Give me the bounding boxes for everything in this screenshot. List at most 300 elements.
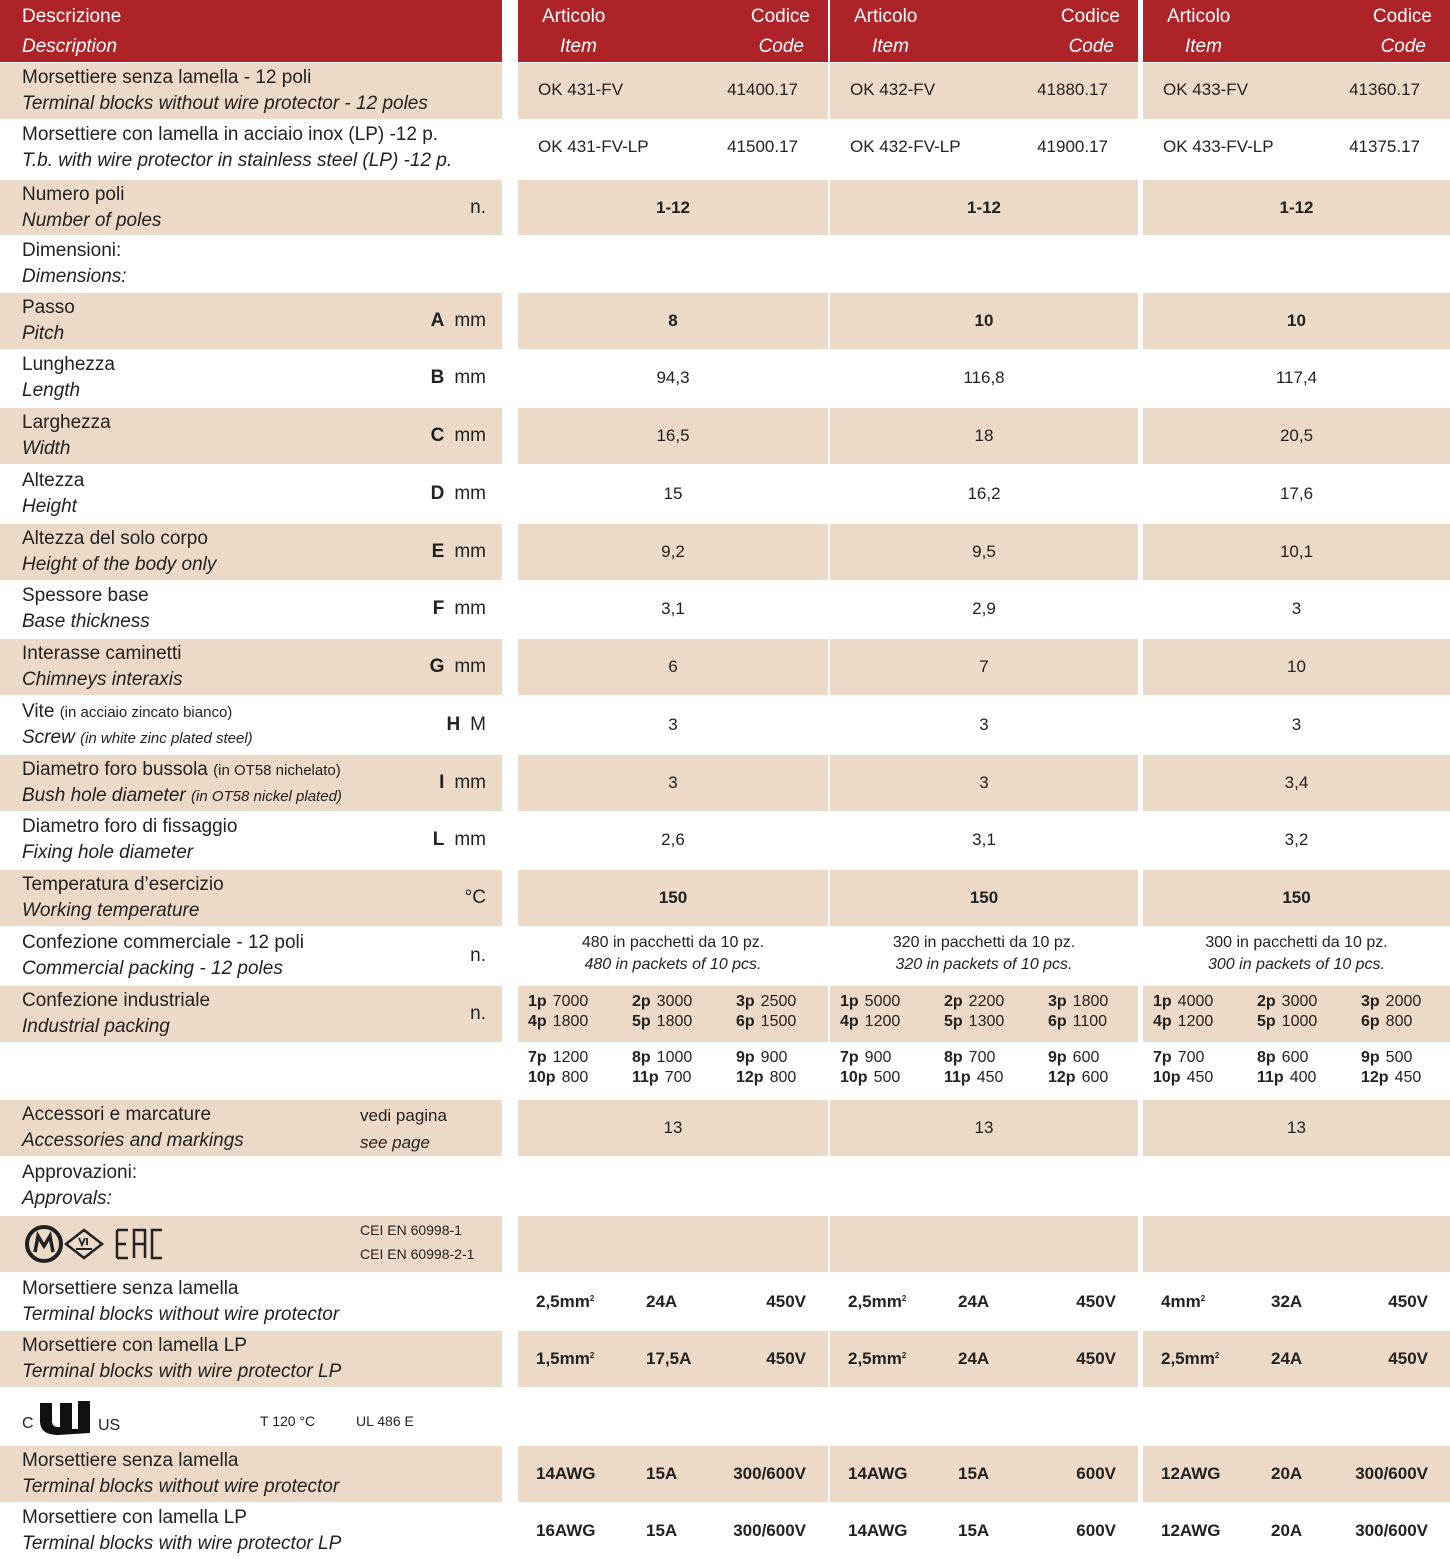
row-industrial-col-2 (830, 986, 1138, 1042)
unit-label (465, 870, 486, 926)
squared-mark: 2 (589, 1293, 595, 1303)
packing-entry (1048, 993, 1108, 1011)
label-it-text: Morsettiere con lamella in acciaio inox (LP) -12 p. (22, 124, 439, 145)
ul-temperature: T 120 °C (260, 1413, 316, 1429)
table-header (0, 0, 1450, 62)
packing-qty: 2500 (760, 993, 797, 1010)
packing-poles: 10p (1153, 1069, 1181, 1086)
rating-text: 2,5mm (1161, 1349, 1215, 1368)
value: 17,6 (1279, 484, 1314, 503)
row-ul-lp-col-1 (518, 1503, 828, 1559)
packing-qty: 1800 (552, 1013, 589, 1030)
row-ul-no-lp-col-2 (830, 1446, 1138, 1502)
label-it (22, 990, 210, 1012)
row-poles-col-1 (518, 180, 828, 235)
value: 2,6 (661, 830, 685, 849)
rating-value (536, 1503, 596, 1559)
label-en-text: Approvals: (22, 1188, 112, 1209)
packing-en: 300 in packets of 10 pcs. (1208, 956, 1385, 973)
ul-us-letters: US (98, 1417, 121, 1434)
row-ul-lp-col-2 (830, 1503, 1138, 1559)
header-code-en: Code (758, 36, 804, 57)
eac-mark-e-icon (117, 1230, 128, 1258)
packing-entry (840, 1049, 891, 1067)
packing-qty: 800 (769, 1069, 797, 1086)
row-cei-no-lp-col-3 (1143, 1274, 1450, 1330)
label-it (22, 354, 115, 376)
row-body-height-col-1 (518, 524, 828, 580)
row-ul-no-lp-col-3 (1143, 1446, 1450, 1502)
rating-text: 450V (766, 1292, 806, 1311)
label-en-text: Industrial packing (22, 1016, 170, 1037)
row-height-col-2 (830, 466, 1138, 522)
value: 3,2 (1284, 830, 1309, 849)
packing-entry (528, 1013, 588, 1031)
rating-value (1388, 1274, 1428, 1330)
row-screw (0, 697, 1450, 753)
value: 13 (663, 1118, 683, 1137)
row-industrial-2 (0, 1044, 1450, 1096)
row-industrial-2-col-2 (830, 1044, 1138, 1096)
table-header-col-3 (1143, 0, 1450, 62)
rating-value (1355, 1503, 1428, 1559)
label-it (22, 1335, 247, 1357)
value: 1-12 (966, 197, 1002, 217)
packing-en: 320 in packets of 10 pcs. (895, 956, 1073, 973)
unit-text: mm (454, 772, 486, 793)
label-en-text: Dimensions: (22, 266, 127, 287)
packing-qty: 4000 (1177, 993, 1214, 1010)
value: 13 (1287, 1118, 1306, 1137)
rating-value (646, 1503, 677, 1559)
dimension-letter: F (432, 598, 445, 619)
label-en (22, 1533, 341, 1555)
unit-text: mm (454, 425, 486, 446)
eac-mark-c-icon (152, 1230, 162, 1258)
packing-qty: 5000 (864, 993, 901, 1010)
product-item: OK 432-FV (850, 80, 936, 99)
unit-text: n. (470, 945, 486, 966)
row-industrial-2-desc-cell (0, 1044, 502, 1096)
label-en-text: Bush hole diameter (22, 785, 186, 806)
value: 150 (1282, 888, 1311, 907)
row-base (0, 581, 1450, 637)
row-fixing-col-2 (830, 812, 1138, 868)
header-item-en: Item (872, 36, 909, 57)
packing-qty: 450 (1186, 1069, 1214, 1086)
rating-value (958, 1503, 989, 1559)
rating-value (1076, 1446, 1116, 1502)
row-lamella-col-2 (830, 120, 1138, 176)
packing-entry (1153, 993, 1213, 1011)
label-en-text: Length (22, 380, 81, 401)
packing-qty: 900 (760, 1049, 788, 1066)
row-fixing-col-1 (518, 812, 828, 868)
product-item: OK 431-FV (538, 80, 624, 99)
row-accessories-col-3 (1143, 1100, 1450, 1156)
label-en (22, 669, 183, 691)
product-code: 41500.17 (727, 137, 798, 156)
rating-value (1355, 1446, 1428, 1502)
unit-label (470, 986, 486, 1042)
see-page-it: vedi pagina (360, 1106, 447, 1125)
packing-poles: 6p (1048, 1013, 1067, 1030)
rating-text: 12AWG (1161, 1464, 1221, 1483)
rating-value (646, 1446, 677, 1502)
row-commercial-col-1 (518, 928, 828, 984)
rating-text: 24A (1271, 1349, 1303, 1368)
rating-text: 24A (958, 1349, 990, 1368)
packing-qty: 1200 (1177, 1013, 1214, 1030)
row-height (0, 466, 1450, 522)
packing-poles: 11p (632, 1069, 659, 1086)
rating-text: 16AWG (536, 1521, 596, 1540)
row-body-height (0, 524, 1450, 580)
packing-qty: 450 (1394, 1069, 1422, 1086)
value: 10 (974, 311, 994, 330)
label-en-text: Height (22, 496, 77, 517)
row-lamella-desc-cell (0, 120, 502, 176)
product-item: OK 431-FV-LP (538, 137, 649, 156)
rating-text: 15A (958, 1521, 990, 1540)
unit-text: mm (454, 310, 486, 331)
rating-value (1161, 1331, 1219, 1387)
row-chimneys-col-1 (518, 639, 828, 695)
product-code: 41400.17 (727, 80, 798, 99)
label-en-text: Width (22, 438, 71, 459)
packing-entry (1048, 1013, 1107, 1031)
packing-poles: 10p (840, 1069, 868, 1086)
row-ul (0, 1389, 1450, 1445)
see-page-en: see page (360, 1133, 430, 1152)
label-en-text: Terminal blocks without wire protector - 12 poles (22, 93, 428, 114)
packing-poles: 9p (736, 1049, 755, 1066)
label-en (22, 842, 193, 864)
row-poles-col-2 (830, 180, 1138, 235)
rating-text: 450V (1076, 1349, 1116, 1368)
label-en (22, 611, 150, 633)
row-industrial (0, 986, 1450, 1042)
row-bush-col-2 (830, 755, 1138, 811)
label-it-text: Interasse caminetti (22, 643, 182, 664)
packing-entry (1361, 993, 1421, 1011)
norm-standard-2: CEI EN 60998-2-1 (360, 1246, 475, 1262)
label-it-text: Confezione commerciale - 12 poli (22, 932, 304, 953)
row-cei-no-lp-col-1 (518, 1274, 828, 1330)
row-bush-col-1 (518, 755, 828, 811)
label-en-text: Pitch (22, 323, 65, 344)
product-code: 41360.17 (1349, 80, 1420, 99)
row-base-col-2 (830, 581, 1138, 637)
row-dimensions-col-2 (830, 237, 1138, 291)
value: 117,4 (1275, 368, 1318, 387)
rating-text: 450V (1076, 1292, 1116, 1311)
label-it-text: Morsettiere con lamella LP (22, 1507, 247, 1528)
row-ul-col-1 (518, 1389, 828, 1445)
squared-mark: 2 (1200, 1293, 1206, 1303)
row-norms-desc-cell (0, 1216, 502, 1272)
label-it (22, 412, 111, 434)
unit-text: mm (454, 483, 486, 504)
value: 20,5 (1279, 426, 1314, 445)
rating-text: 600V (1076, 1521, 1116, 1540)
row-lamella (0, 120, 1450, 176)
label-it (22, 240, 121, 262)
eac-mark-a-icon (134, 1230, 145, 1258)
row-accessories-desc-cell (0, 1100, 502, 1156)
label-en (22, 210, 161, 232)
label-it (22, 701, 232, 724)
row-lamella-col-1 (518, 120, 828, 176)
label-it (22, 67, 311, 89)
label-en-text: Base thickness (22, 611, 150, 632)
row-norms-col-3 (1143, 1216, 1450, 1272)
squared-mark: 2 (589, 1350, 595, 1360)
row-cei-lp-col-2 (830, 1331, 1138, 1387)
row-ul-lp (0, 1503, 1450, 1559)
rating-value (1271, 1503, 1302, 1559)
value: 94,3 (656, 368, 690, 387)
unit-label (431, 466, 486, 522)
label-it (22, 816, 237, 838)
rating-text: 32A (1271, 1292, 1303, 1311)
value: 3 (668, 715, 678, 734)
rating-text: 20A (1271, 1464, 1303, 1483)
packing-en: 480 in packets of 10 pcs. (584, 956, 762, 973)
label-it-text: Passo (22, 297, 75, 318)
packing-poles: 3p (1361, 993, 1380, 1010)
packing-poles: 11p (1257, 1069, 1284, 1086)
squared-mark: 2 (901, 1293, 907, 1303)
product-code: 41375.17 (1349, 137, 1420, 156)
header-code-en: Code (1068, 36, 1114, 57)
label-it-text: Morsettiere senza lamella (22, 1450, 239, 1471)
row-screw-desc-cell (0, 697, 502, 753)
dimension-letter: I (439, 772, 445, 793)
packing-poles: 9p (1048, 1049, 1067, 1066)
rating-value (848, 1274, 906, 1330)
row-bush (0, 755, 1450, 811)
rating-text: 450V (766, 1349, 806, 1368)
row-industrial-col-1 (518, 986, 828, 1042)
packing-qty: 900 (864, 1049, 892, 1066)
packing-poles: 2p (632, 993, 651, 1010)
rating-value (1161, 1446, 1221, 1502)
label-it-text: Larghezza (22, 412, 111, 433)
label-en (22, 785, 342, 808)
value: 3 (1291, 599, 1302, 618)
packing-poles: 3p (736, 993, 755, 1010)
label-it (22, 1104, 211, 1126)
row-width (0, 408, 1450, 464)
row-length (0, 350, 1450, 406)
label-it (22, 1507, 247, 1529)
packing-poles: 12p (1048, 1069, 1076, 1086)
row-cei-lp-desc-cell (0, 1331, 502, 1387)
packing-poles: 8p (1257, 1049, 1276, 1066)
row-pitch-col-3 (1143, 293, 1450, 349)
label-it (22, 1162, 137, 1184)
packing-poles: 5p (944, 1013, 963, 1030)
label-en-text: Terminal blocks with wire protector LP (22, 1361, 342, 1382)
label-it-note: (in acciaio zincato bianco) (59, 704, 233, 721)
rating-value (848, 1503, 908, 1559)
row-approvals-col-3 (1143, 1158, 1450, 1214)
packing-poles: 7p (1153, 1049, 1172, 1066)
packing-entry (1048, 1049, 1099, 1067)
label-en-text: Accessories and markings (22, 1130, 244, 1151)
packing-qty: 1200 (552, 1049, 589, 1066)
packing-poles: 9p (1361, 1049, 1380, 1066)
rating-value (1271, 1446, 1302, 1502)
product-code: 41900.17 (1037, 137, 1108, 156)
rating-value (733, 1446, 806, 1502)
label-it (22, 1278, 238, 1300)
row-poles-desc-cell (0, 180, 502, 235)
row-norms-col-1 (518, 1216, 828, 1272)
row-height-desc-cell (0, 466, 502, 522)
label-en (22, 1130, 244, 1152)
row-accessories-col-2 (830, 1100, 1138, 1156)
row-approvals-col-2 (830, 1158, 1138, 1214)
label-it-text: Morsettiere senza lamella - 12 poli (22, 67, 312, 88)
packing-entry (1048, 1069, 1108, 1087)
rating-value (536, 1274, 594, 1330)
packing-poles: 5p (632, 1013, 651, 1030)
row-ul-lp-col-3 (1143, 1503, 1450, 1559)
row-temperature-col-3 (1143, 870, 1450, 926)
label-en (22, 958, 283, 980)
dimension-letter: B (430, 367, 445, 388)
packing-qty: 500 (1385, 1049, 1413, 1066)
packing-qty: 600 (1281, 1049, 1309, 1066)
row-pitch-col-2 (830, 293, 1138, 349)
packing-qty: 1000 (656, 1049, 693, 1066)
rating-text: 300/600V (733, 1464, 806, 1483)
value: 150 (658, 888, 688, 907)
packing-entry (736, 993, 796, 1011)
row-width-desc-cell (0, 408, 502, 464)
value: 10 (1287, 311, 1306, 330)
label-it-text: Lunghezza (22, 354, 115, 375)
row-lamella-col-3 (1143, 120, 1450, 176)
row-width-col-1 (518, 408, 828, 464)
row-fixing (0, 812, 1450, 868)
rating-value (766, 1331, 806, 1387)
row-temperature-col-2 (830, 870, 1138, 926)
value: 3 (1291, 715, 1302, 734)
rating-value (958, 1446, 989, 1502)
packing-qty: 7000 (552, 993, 589, 1010)
label-en-text: Chimneys interaxis (22, 669, 183, 690)
value: 3,1 (661, 599, 685, 618)
rating-value (733, 1503, 806, 1559)
rating-value (646, 1331, 691, 1387)
vde-mark-letters-icon (79, 1238, 87, 1245)
label-it-text: Vite (22, 701, 55, 722)
packing-qty: 700 (664, 1069, 692, 1086)
rating-value (1388, 1331, 1428, 1387)
row-no-lamella-desc-cell (0, 63, 502, 119)
rating-text: 2,5mm (848, 1292, 902, 1311)
row-pitch-col-1 (518, 293, 828, 349)
row-commercial-desc-cell (0, 928, 502, 984)
rating-text: 17,5A (646, 1349, 692, 1368)
packing-qty: 400 (1289, 1069, 1317, 1086)
packing-entry (632, 993, 692, 1011)
rating-text: 14AWG (848, 1464, 908, 1483)
rating-text: 2,5mm (848, 1349, 902, 1368)
header-item: Articolo (1167, 6, 1231, 27)
packing-entry (840, 993, 900, 1011)
label-en (22, 727, 253, 750)
rating-value (1161, 1274, 1205, 1330)
value: 18 (974, 426, 994, 445)
rating-value (958, 1274, 989, 1330)
packing-qty: 500 (873, 1069, 901, 1086)
rating-text: 600V (1076, 1464, 1116, 1483)
packing-entry (1257, 1049, 1308, 1067)
squared-mark: 2 (901, 1350, 907, 1360)
rating-value (958, 1331, 989, 1387)
packing-poles: 1p (840, 993, 859, 1010)
header-code: Codice (1060, 6, 1120, 27)
packing-poles: 2p (944, 993, 963, 1010)
packing-entry (1361, 1013, 1412, 1031)
label-it (22, 874, 224, 896)
row-industrial-desc-cell (0, 986, 502, 1042)
ul-c-letter: C (22, 1415, 34, 1432)
row-cei-no-lp-desc-cell (0, 1274, 502, 1330)
label-en-text: Terminal blocks without wire protector (22, 1476, 340, 1497)
product-item: OK 433-FV (1163, 80, 1249, 99)
row-no-lamella-col-3 (1143, 63, 1450, 119)
label-it-text: Approvazioni: (22, 1162, 138, 1183)
row-dimensions-col-3 (1143, 237, 1450, 291)
row-height-col-1 (518, 466, 828, 522)
row-no-lamella (0, 63, 1450, 119)
rating-text: 12AWG (1161, 1521, 1221, 1540)
row-no-lamella-col-2 (830, 63, 1138, 119)
unit-label (431, 350, 486, 406)
value: 10,1 (1279, 542, 1314, 561)
row-ul-no-lp-col-1 (518, 1446, 828, 1502)
label-it (22, 297, 75, 319)
packing-poles: 8p (944, 1049, 963, 1066)
row-screw-col-2 (830, 697, 1138, 753)
label-it (22, 470, 84, 492)
rating-text: 15A (646, 1464, 678, 1483)
packing-qty: 2200 (968, 993, 1005, 1010)
label-it-text: Morsettiere senza lamella (22, 1278, 239, 1299)
product-item: OK 432-FV-LP (850, 137, 961, 156)
row-pitch-desc-cell (0, 293, 502, 349)
rating-value (536, 1331, 594, 1387)
packing-entry (1153, 1013, 1213, 1031)
label-it-text: Morsettiere con lamella LP (22, 1335, 247, 1356)
packing-entry (528, 1069, 588, 1087)
row-industrial-2-col-3 (1143, 1044, 1450, 1096)
row-length-col-2 (830, 350, 1138, 406)
value: 116,8 (963, 368, 1005, 387)
packing-entry (1153, 1049, 1204, 1067)
packing-poles: 7p (528, 1049, 547, 1066)
label-it-text: Altezza del solo corpo (22, 528, 208, 549)
row-cei-lp-col-1 (518, 1331, 828, 1387)
label-it-text: Accessori e marcature (22, 1104, 212, 1125)
product-code: 41880.17 (1037, 80, 1108, 99)
label-en-note: (in white zinc plated steel) (80, 730, 253, 747)
